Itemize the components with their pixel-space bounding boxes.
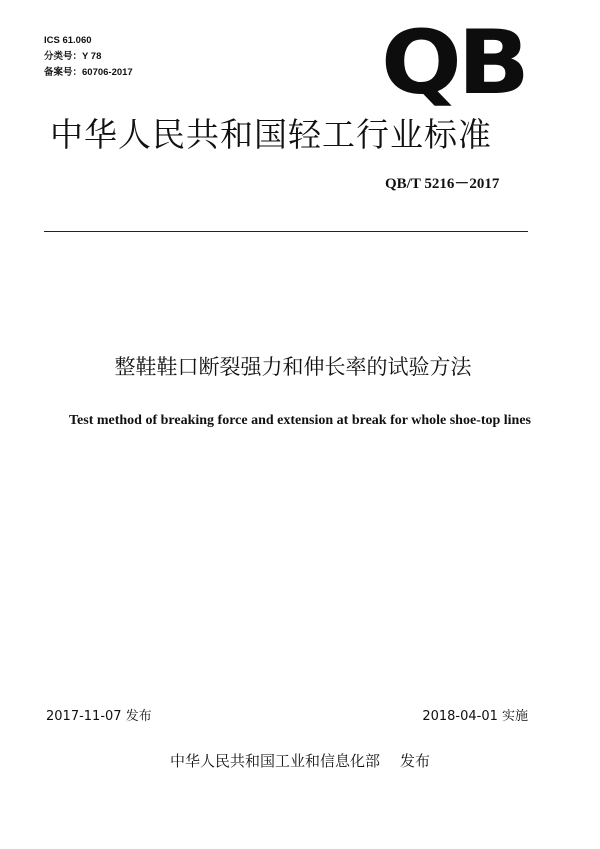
issue-date: 2017-11-07 发布 [46,709,152,724]
qb-logo: QB [381,11,526,114]
ics-code: ICS 61.060 [44,35,92,46]
standard-type-title: 中华人民共和国轻工行业标准 [50,115,492,154]
document-title-chinese: 整鞋鞋口断裂强力和伸长率的试验方法 [114,355,472,379]
implementation-date: 2018-04-01 实施 [422,709,528,724]
standard-code: QB/T 5216－2017 [385,176,500,192]
category-code: 分类号：Y 78 [44,51,102,62]
divider-line [44,231,528,232]
classification-block [44,33,133,81]
record-number: 备案号：60706-2017 [44,67,133,78]
publisher-line [0,750,600,771]
publisher-action: 发布 [400,752,431,770]
document-title-english: Test method of breaking force and extension at break for whole shoe-top lines [68,413,531,428]
publisher-name: 中华人民共和国工业和信息化部 [169,752,380,770]
